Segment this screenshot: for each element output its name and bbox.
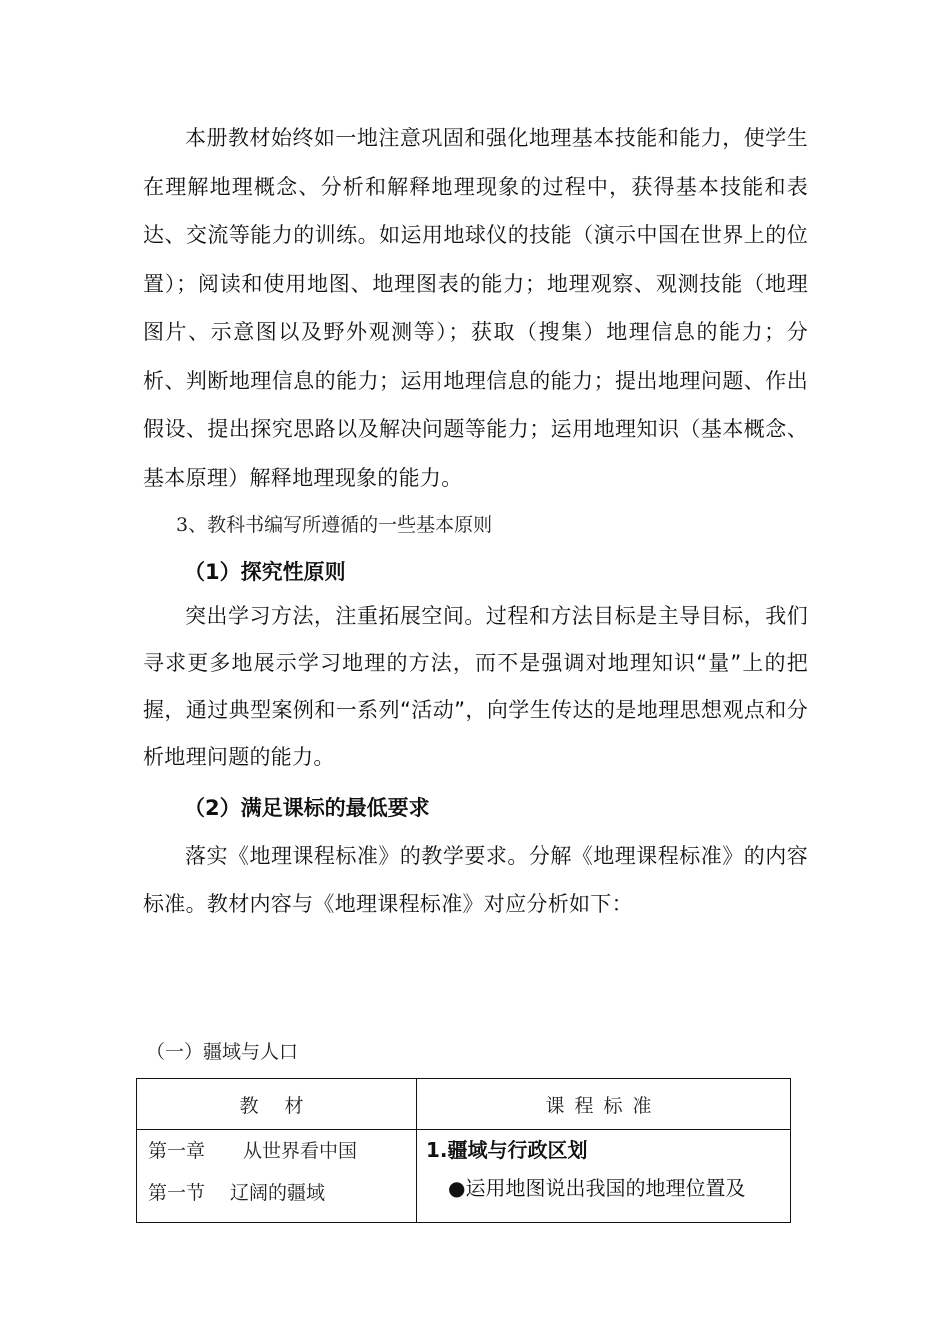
principle-2-body: 落实《地理课程标准》的教学要求。分解《地理课程标准》的内容标准。教材内容与《地理课程标准》对应分析如下：	[143, 844, 808, 916]
chapter-label: 第一章 从世界看中国	[148, 1140, 358, 1162]
standard-title: 1.疆域与行政区划	[426, 1138, 588, 1162]
intro-paragraph: 本册教材始终如一地注意巩固和强化地理基本技能和能力，使学生在理解地理概念、分析和解释地理现象的过程中，获得基本技能和表达、交流等能力的训练。如运用地球仪的技能（演示中国在世界上的位置）；阅读和使用地图、地理图表的能力；地理观察、观测技能（地理图片、示意图以及野外观测等）；获取（搜集）地理信息的能力；分析、判断地理信息的能力；运用地理信息的能力；提出地理问题、作出假设、提出探究思路以及解决问题等能力；运用地理知识（基本概念、基本原理）解释地理现象的能力。	[143, 126, 808, 490]
curriculum-table	[136, 1078, 791, 1223]
section-label: 第一节 辽阔的疆域	[148, 1182, 326, 1204]
principle-1-title: （1）探究性原则	[184, 560, 346, 584]
section-title: （一）疆域与人口	[146, 1041, 299, 1063]
standard-cell	[417, 1130, 791, 1223]
standard-item: ●运用地图说出我国的地理位置及	[448, 1176, 746, 1200]
table-header-standard: 课程标准	[417, 1079, 791, 1130]
table-row	[137, 1130, 791, 1223]
principle-1-body: 突出学习方法，注重拓展空间。过程和方法目标是主导目标，我们寻求更多地展示学习地理的方法，而不是强调对地理知识“量”上的把握，通过典型案例和一系列“活动”，向学生传达的是地理思想观点和分析地理问题的能力。	[143, 604, 808, 769]
principle-2-title: （2）满足课标的最低要求	[184, 796, 430, 820]
table-header-textbook: 教 材	[137, 1079, 417, 1130]
section-heading-3: 3、教科书编写所遵循的一些基本原则	[176, 514, 493, 536]
textbook-cell	[137, 1130, 417, 1223]
table-header-row	[137, 1079, 791, 1130]
